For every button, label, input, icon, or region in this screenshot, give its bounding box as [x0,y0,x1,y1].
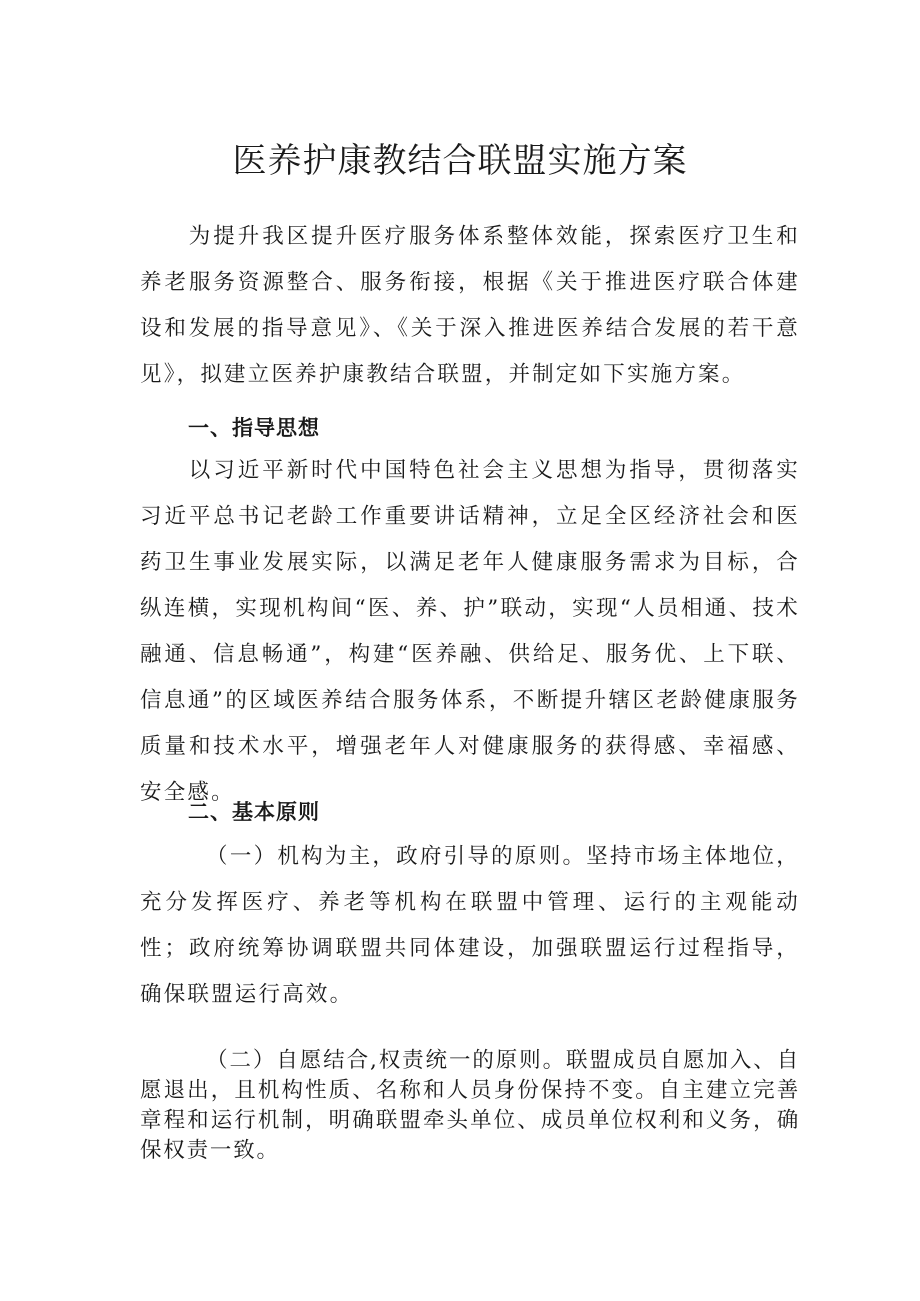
guiding-ideology-paragraph [140,448,800,816]
principle-2-text: （二）自愿结合,权责统一的原则。联盟成员自愿加入、自愿退出，且机构性质、名称和人员身份保持不变。自主建立完善章程和运行机制，明确联盟牵头单位、成员单位权利和义务，确保权责一致。 [140,1048,800,1163]
section-heading-guiding-ideology: 一、指导思想 [188,416,320,440]
principle-2-paragraph [140,1046,800,1166]
intro-paragraph [140,214,800,398]
guiding-ideology-text: 以习近平新时代中国特色社会主义思想为指导，贯彻落实习近平总书记老龄工作重要讲话精神，立足全区经济社会和医药卫生事业发展实际，以满足老年人健康服务需求为目标，合纵连横，实现机构间“医、养、护”联动，实现“人员相通、技术融通、信息畅通”，构建“医养融、供给足、服务优、上下联、信息通”的区域医养结合服务体系，不断提升辖区老龄健康服务质量和技术水平，增强老年人对健康服务的获得感、幸福感、安全感。 [140,458,800,805]
principle-1-text: （一）机构为主，政府引导的原则。坚持市场主体地位，充分发挥医疗、养老等机构在联盟中管理、运行的主观能动性；政府统筹协调联盟共同体建设，加强联盟运行过程指导，确保联盟运行高效。 [140,844,800,1007]
section-heading-basic-principles: 二、基本原则 [188,800,320,824]
intro-text: 为提升我区提升医疗服务体系整体效能，探索医疗卫生和养老服务资源整合、服务衔接，根据《关于推进医疗联合体建设和发展的指导意见》、《关于深入推进医养结合发展的若干意见》，拟建立医养护康教结合联盟，并制定如下实施方案。 [140,224,800,387]
principle-1-paragraph [140,834,800,1018]
document-title: 医养护康教结合联盟实施方案 [232,141,688,181]
